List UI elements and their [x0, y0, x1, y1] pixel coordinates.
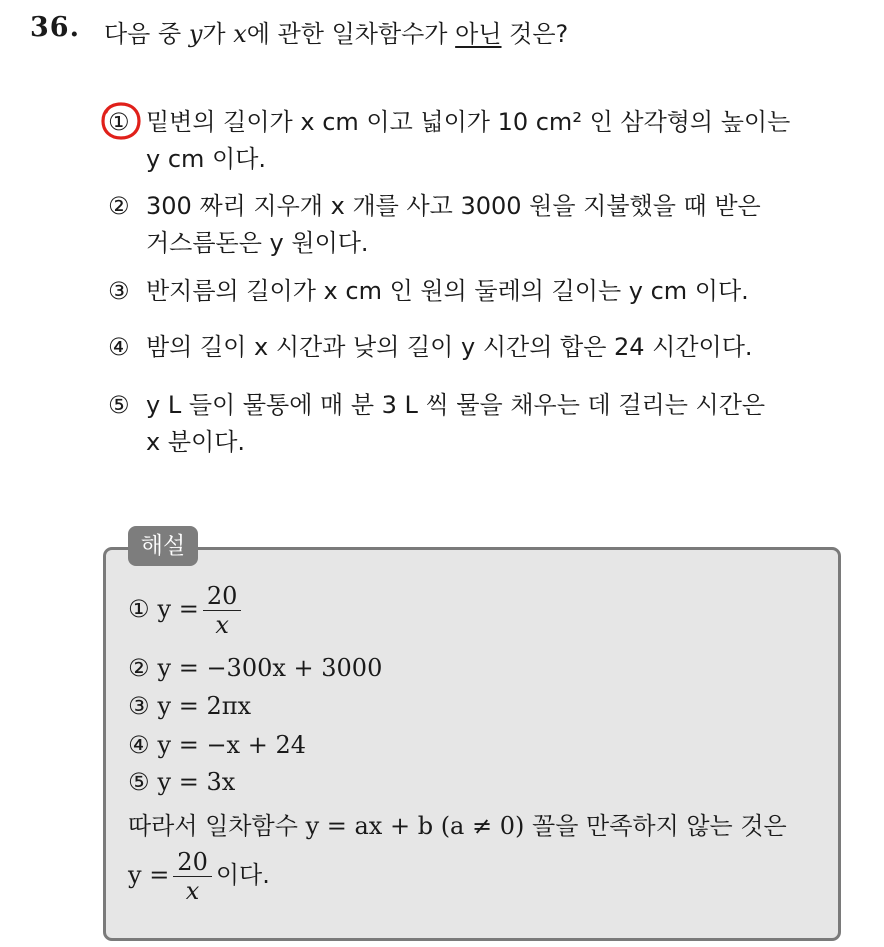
choice-5-line2: x 분이다. — [146, 428, 246, 456]
underlined-word: 아닌 — [455, 20, 502, 48]
choice-4-marker: ④ — [108, 333, 130, 361]
choice-4 — [108, 329, 753, 366]
solution-item-1: ① y = $\frac{20}{x}$ — [128, 582, 245, 639]
choice-1-line1: 밑변의 길이가 x cm 이고 넓이가 10 cm² 인 삼각형의 높이는 — [146, 108, 791, 136]
choice-2-marker: ② — [108, 192, 130, 220]
solution-final: y = $\frac{20}{x}$ 이다. — [128, 848, 270, 905]
fraction: $\frac{20}{x}$ — [203, 582, 242, 639]
solution-item-4: ④ y = −x + 24 — [128, 731, 306, 759]
choice-5-marker: ⑤ — [108, 391, 130, 419]
solution-item-5: ⑤ y = 3x — [128, 768, 236, 796]
question-text: 다음 중 y가 x에 관한 일차함수가 아닌 것은? — [104, 20, 569, 48]
choice-4-line1: 밤의 길이 x 시간과 낮의 길이 y 시간의 합은 24 시간이다. — [146, 333, 753, 361]
choice-3-line1: 반지름의 길이가 x cm 인 원의 둘레의 길이는 y cm 이다. — [146, 277, 749, 305]
choice-2-line2: 거스름돈은 y 원이다. — [146, 229, 369, 257]
choice-3 — [108, 273, 749, 310]
choice-2 — [108, 188, 761, 262]
solution-tab: 해설 — [128, 526, 198, 566]
choice-2-line1: 300 짜리 지우개 x 개를 사고 3000 원을 지불했을 때 받은 — [146, 192, 761, 220]
solution-item-3: ③ y = 2πx — [128, 692, 252, 720]
choice-1-marker: ① — [108, 108, 130, 136]
choice-1-line2: y cm 이다. — [146, 145, 267, 173]
solution-conclusion: 따라서 일차함수 y = ax + b (a ≠ 0) 꼴을 만족하지 않는 것은 — [128, 812, 787, 840]
choice-1 — [108, 104, 790, 178]
choice-3-marker: ③ — [108, 277, 130, 305]
choice-5-line1: y L 들이 물통에 매 분 3 L 씩 물을 채우는 데 걸리는 시간은 — [146, 391, 766, 419]
question-number: 36. — [30, 12, 80, 43]
choice-5 — [108, 387, 765, 461]
fraction: $\frac{20}{x}$ — [173, 848, 212, 905]
solution-item-2: ② y = −300x + 3000 — [128, 654, 383, 682]
